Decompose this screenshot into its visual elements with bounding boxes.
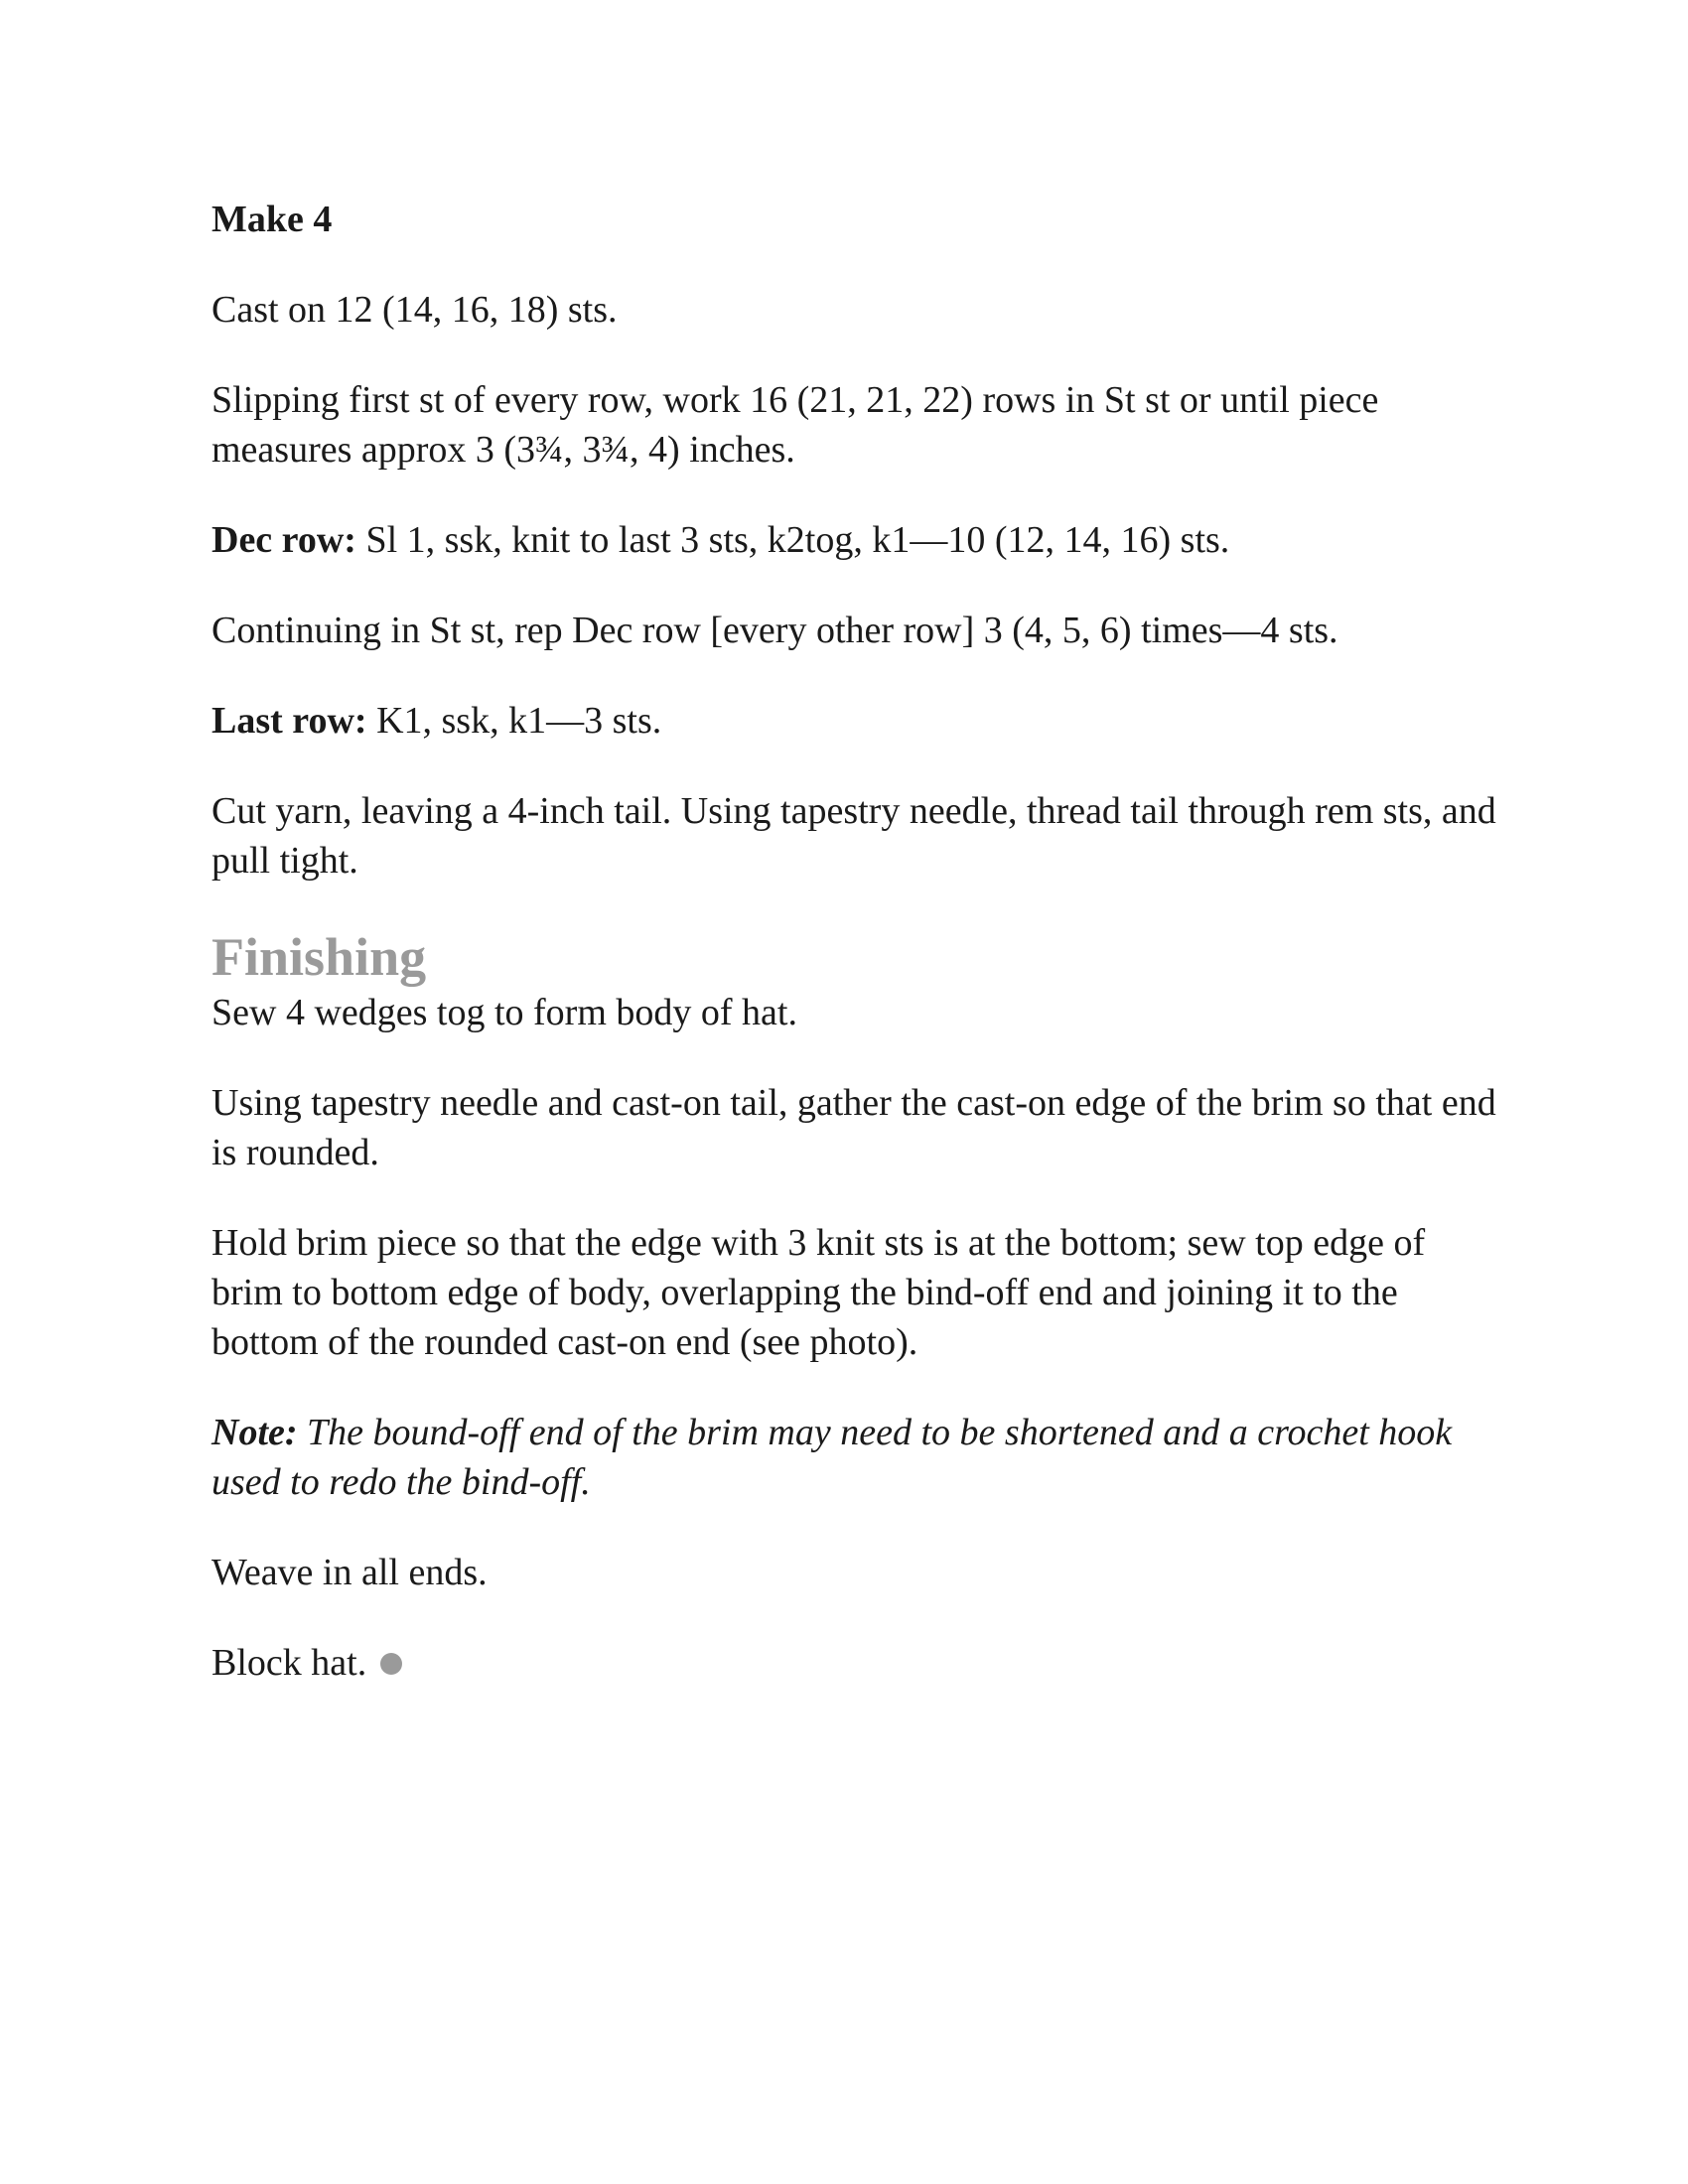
slipping-instruction: Slipping first st of every row, work 16 (21, 21, 22) rows in St st or until piece measures approx 3 (3¾, 3¾, 4) inches. <box>211 379 1379 471</box>
note-label: Note: <box>211 1412 298 1453</box>
last-row-instruction <box>211 696 1502 746</box>
note-instruction <box>211 1408 1502 1507</box>
sew-instruction: Sew 4 wedges tog to form body of hat. <box>211 992 797 1033</box>
note-text: The bound-off end of the brim may need to be shortened and a crochet hook used to redo the bind-off. <box>211 1412 1453 1503</box>
make-heading: Make 4 <box>211 199 333 240</box>
weave-instruction: Weave in all ends. <box>211 1552 488 1593</box>
gather-instruction: Using tapestry needle and cast-on tail, gather the cast-on edge of the brim so that end is rounded. <box>211 1082 1496 1173</box>
cast-on-instruction: Cast on 12 (14, 16, 18) sts. <box>211 289 618 331</box>
end-of-pattern-dot-icon <box>380 1653 402 1675</box>
dec-row-instruction <box>211 515 1502 565</box>
dec-row-text: Sl 1, ssk, knit to last 3 sts, k2tog, k1—10 (12, 14, 16) sts. <box>355 519 1230 561</box>
dec-row-label: Dec row: <box>211 519 356 561</box>
continuing-instruction: Continuing in St st, rep Dec row [every other row] 3 (4, 5, 6) times—4 sts. <box>211 610 1338 651</box>
block-text: Block hat. <box>211 1642 367 1684</box>
block-instruction <box>211 1638 1502 1688</box>
pattern-page <box>211 195 1502 1728</box>
last-row-label: Last row: <box>211 700 367 742</box>
hold-instruction: Hold brim piece so that the edge with 3 knit sts is at the bottom; sew top edge of brim to bottom edge of body, overlapping the bind-off end and joining it to the bottom of the rounded cast-on end (see photo). <box>211 1222 1426 1363</box>
finishing-title: Finishing <box>211 927 427 987</box>
cut-yarn-instruction: Cut yarn, leaving a 4-inch tail. Using tapestry needle, thread tail through rem sts, and pull tight. <box>211 790 1496 882</box>
last-row-text: K1, ssk, k1—3 sts. <box>366 700 662 742</box>
